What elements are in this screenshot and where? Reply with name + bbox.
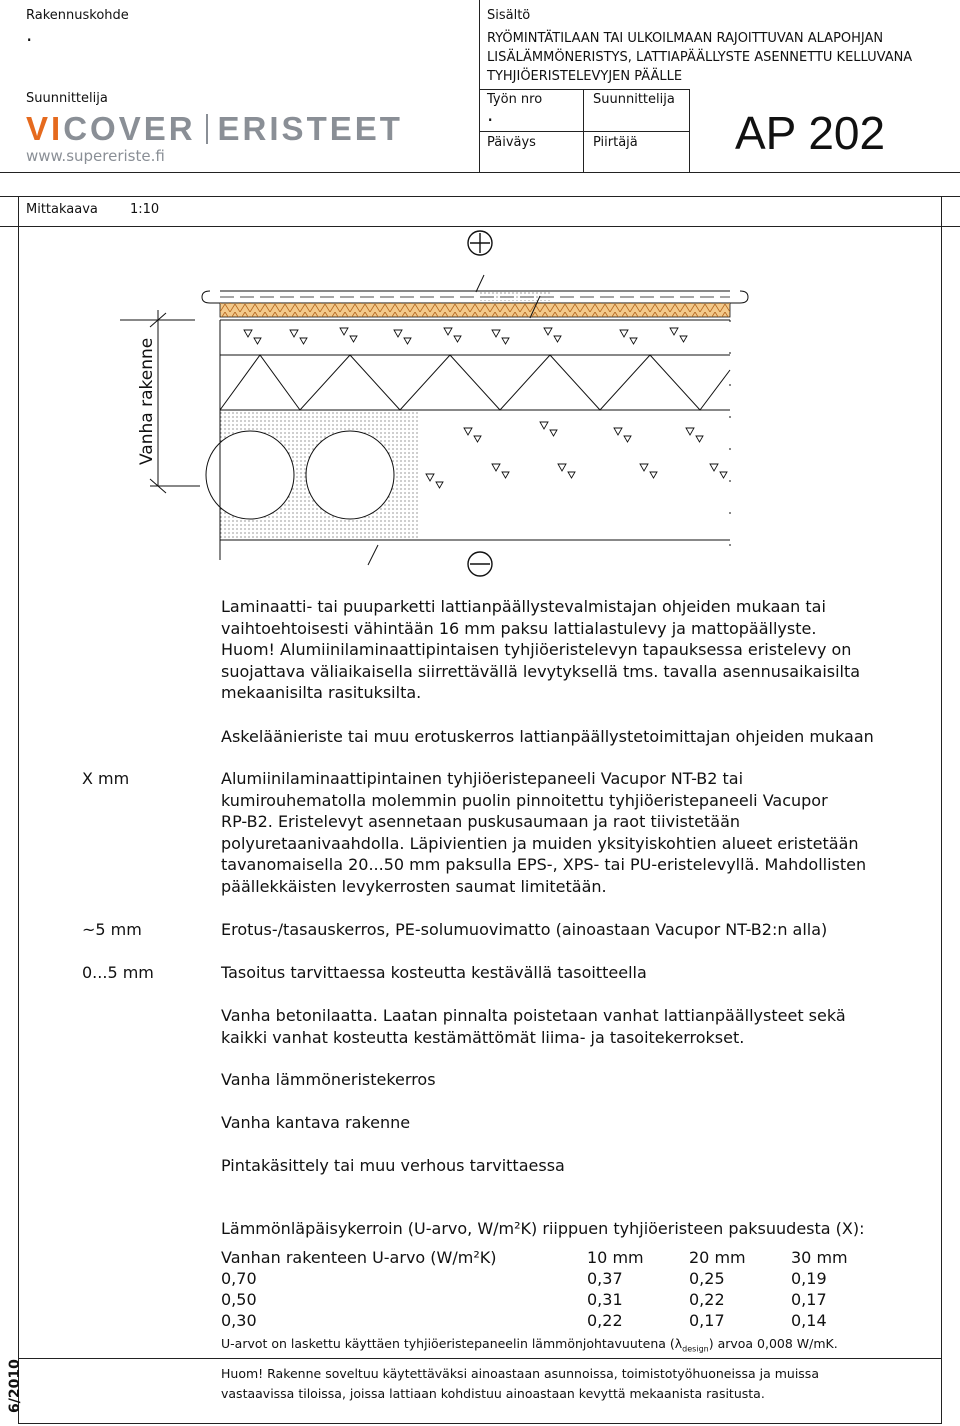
text-line: tavanomaisella 20...50 mm paksulla EPS-, XPS- tai PU-eristelevyllä. Mahdollisten: [221, 855, 867, 874]
project-label: Rakennuskohde: [26, 8, 129, 23]
date-label: Päiväys: [487, 135, 536, 150]
surface-treatment: Pintakäsittely tai muu verhous tarvittaessa: [221, 1156, 565, 1175]
underlay-description: Askeläänieriste tai muu erotuskerros lattianpäällystetoimittajan ohjeiden mukaan: [221, 727, 874, 746]
content-label: Sisältö: [487, 8, 531, 23]
table-cell: 0,70: [221, 1269, 257, 1288]
level-description: Tasoitus tarvittaessa kosteutta kestävällä tasoitteella: [221, 963, 647, 982]
table-cell: 0,31: [587, 1290, 623, 1309]
column-header: 10 mm: [587, 1248, 644, 1267]
logo-eristeet: ERISTEET: [217, 110, 403, 147]
text-line: suojattava väliaikaisella siirrettävällä levytyksellä tms. tavalla asennusaikaisilta: [221, 661, 861, 681]
column-header: Vanhan rakenteen U-arvo (W/m²K): [221, 1248, 497, 1267]
revision-date: 6/2010: [7, 1359, 23, 1413]
table-cell: 0,19: [791, 1269, 827, 1288]
table-cell: 0,30: [221, 1311, 257, 1330]
table-row: [221, 1268, 891, 1289]
old-insulation: Vanha lämmöneristekerros: [221, 1070, 436, 1089]
scale-value: 1:10: [130, 202, 160, 217]
table-cell: 0,25: [689, 1269, 725, 1288]
column-header: 20 mm: [689, 1248, 746, 1267]
level-thickness: 0...5 mm: [82, 963, 154, 982]
mat-description: Erotus-/tasauskerros, PE-solumuovimatto (ainoastaan Vacupor NT-B2:n alla): [221, 920, 828, 939]
table-header-row: [221, 1247, 891, 1268]
footer-note-2: vastaavissa tiloissa, joissa lattiaan kohdistuu ainoastaan kevyttä mekaanista rasitusta.: [221, 1386, 765, 1401]
note-text: U-arvot on laskettu käyttäen tyhjiöeristepaneelin lämmönjohtavuutena (λ: [221, 1336, 683, 1351]
project-value: .: [26, 22, 33, 46]
slab-description: [221, 1005, 921, 1048]
uvalue-note: [221, 1333, 838, 1360]
table-cell: 0,14: [791, 1311, 827, 1330]
table-row: [221, 1310, 891, 1331]
text-line: RP-B2. Eristelevyt asennetaan puskusaumaan ja raot tiivistetään: [221, 812, 741, 831]
text-line: kumirouhematolla molemmin puolin pinnoitettu tyhjiöeristepaneeli Vacupor: [221, 790, 828, 810]
footer-note-1: Huom! Rakenne soveltuu käytettäväksi ainoastaan asunnoissa, toimistotyöhuoneissa ja muissa: [221, 1366, 819, 1381]
scale-label: Mittakaava: [26, 202, 98, 217]
mat-thickness: ~5 mm: [82, 920, 142, 939]
text-line: vaihtoehtoisesti vähintään 16 mm paksu lattialastulevy ja mattopäällyste.: [221, 618, 817, 638]
content-line-3: TYHJIÖERISTELEVYJEN PÄÄLLE: [487, 69, 683, 84]
content-line-2: LISÄLÄMMÖNERISTYS, LATTIAPÄÄLLYSTE ASENNETTU KELLUVANA: [487, 50, 913, 65]
table-cell: 0,22: [689, 1290, 725, 1309]
text-line: Huom! Alumiinilaminaattipintaisen tyhjiöeristelevyn tapauksessa eristelevy on: [221, 640, 852, 659]
cold-side-icon: [468, 552, 492, 576]
text-line: Alumiinilaminaattipintainen tyhjiöeristepaneeli Vacupor NT-B2 tai: [221, 769, 744, 788]
job-no-value: .: [487, 102, 494, 126]
text-line: Vanha betonilaatta. Laatan pinnalta poistetaan vanhat lattianpäällysteet sekä: [221, 1006, 846, 1025]
laminate-description: [221, 596, 921, 704]
logo-vi: VI: [26, 110, 64, 147]
table-row: [221, 1289, 891, 1310]
job-no-label: Työn nro: [487, 92, 543, 107]
old-structure: Vanha kantava rakenne: [221, 1113, 411, 1132]
text-line: Laminaatti- tai puuparketti lattianpäällystevalmistajan ohjeiden mukaan tai: [221, 597, 826, 616]
column-header: 30 mm: [791, 1248, 848, 1267]
drafter-label: Piirtäjä: [593, 135, 638, 150]
vacuum-thickness: X mm: [82, 769, 130, 788]
note-text: ) arvoa 0,008 W/mK.: [708, 1336, 838, 1351]
designer-label: Suunnittelija: [26, 91, 108, 106]
text-line: mekaanisilta rasituksilta.: [221, 683, 422, 702]
table-cell: 0,17: [689, 1311, 725, 1330]
table-cell: 0,17: [791, 1290, 827, 1309]
uvalue-heading: Lämmönläpäisykerroin (U-arvo, W/m²K) riippuen tyhjiöeristeen paksuudesta (X):: [221, 1219, 865, 1238]
table-cell: 0,37: [587, 1269, 623, 1288]
table-cell: 0,50: [221, 1290, 257, 1309]
warm-side-icon: [468, 231, 492, 255]
logo-cover: COVER: [63, 110, 196, 147]
vacuum-description: [221, 768, 921, 897]
content-line-1: RYÖMINTÄTILAAN TAI ULKOILMAAN RAJOITTUVAN ALAPOHJAN: [487, 31, 884, 46]
vertical-label: Vanha rakenne: [137, 337, 157, 465]
drawing-code: AP 202: [735, 107, 886, 159]
text-line: päällekkäisten levykerrosten saumat limitetään.: [221, 876, 607, 896]
designer2-label: Suunnittelija: [593, 92, 675, 107]
section-drawing: [0, 226, 960, 586]
text-line: polyuretaanivaahdolla. Läpivientien ja muiden yksityiskohtien alueet eristetään: [221, 833, 859, 853]
text-line: kaikki vanhat kosteutta kestämättömät liima- ja tasoitekerrokset.: [221, 1027, 745, 1047]
logo-url: www.supereriste.fi: [26, 147, 165, 165]
note-subscript: design: [682, 1344, 709, 1354]
vicover-logo: [26, 110, 403, 148]
table-cell: 0,22: [587, 1311, 623, 1330]
uvalue-table: [221, 1247, 891, 1331]
